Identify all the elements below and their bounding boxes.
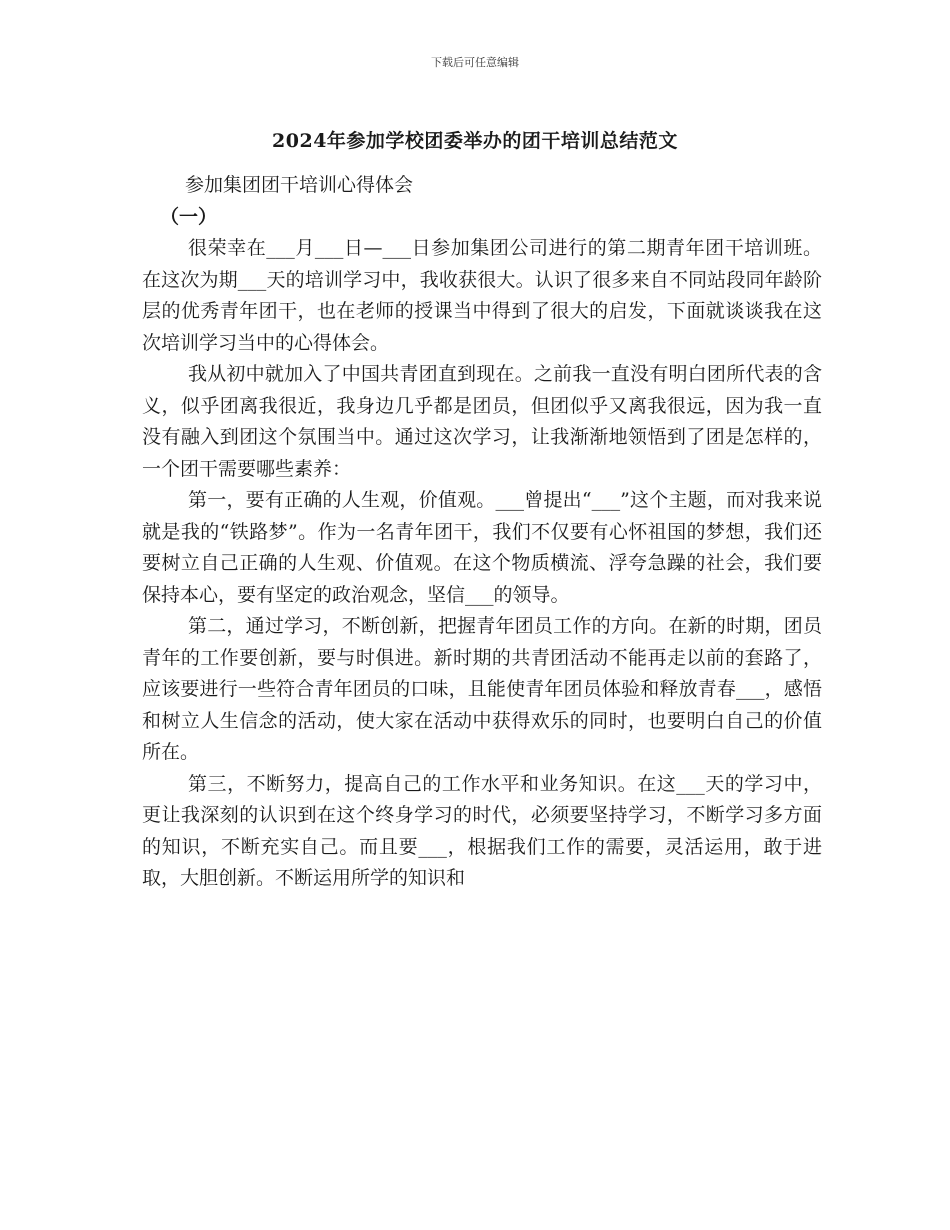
paragraph-3: 第一，要有正确的人生观，价值观。___曾提出“___”这个主题，而对我来说就是我的“铁路梦”。作为一名青年团干，我们不仅要有心怀祖国的梦想，我们还要树立自己正确的人生观、价值观。在这个物质横流、浮夸急躁的社会，我们要保持本心，要有坚定的政治观念，坚信___的领导。 (142, 489, 822, 606)
paragraph-1: 很荣幸在___月___日—___日参加集团公司进行的第二期青年团干培训班。在这次为期___天的培训学习中，我收获很大。认识了很多来自不同站段同年龄阶层的优秀青年团干，也在老师的授课当中得到了很大的启发，下面就谈谈我在这次培训学习当中的心得体会。 (142, 237, 822, 354)
document-subtitle: 参加集团团干培训心得体会 (185, 174, 414, 196)
section-marker: （一） (160, 205, 218, 228)
paragraph-2: 我从初中就加入了中国共青团直到现在。之前我一直没有明白团所代表的含义，似乎团离我很近，我身边几乎都是团员，但团似乎又离我很远，因为我一直没有融入到团这个氛围当中。通过这次学习，让我渐渐地领悟到了团是怎样的，一个团干需要哪些素养： (142, 363, 822, 480)
paragraph-4: 第二，通过学习，不断创新，把握青年团员工作的方向。在新的时期，团员青年的工作要创新，要与时俱进。新时期的共青团活动不能再走以前的套路了，应该要进行一些符合青年团员的口味，且能使青年团员体验和释放青春___，感悟和树立人生信念的活动，使大家在活动中获得欢乐的同时，也要明白自己的价值所在。 (142, 615, 822, 763)
document-body (142, 170, 822, 895)
paragraph-5: 第三，不断努力，提高自己的工作水平和业务知识。在这___天的学习中，更让我深刻的认识到在这个终身学习的时代，必须要坚持学习，不断学习多方面的知识，不断充实自己。而且要___，根据我们工作的需要，灵活运用，敢于进取，大胆创新。不断运用所学的知识和 (142, 772, 822, 889)
header-note: 下载后可任意编辑 (431, 56, 519, 69)
document-title: 2024年参加学校团委举办的团干培训总结范文 (272, 130, 678, 152)
